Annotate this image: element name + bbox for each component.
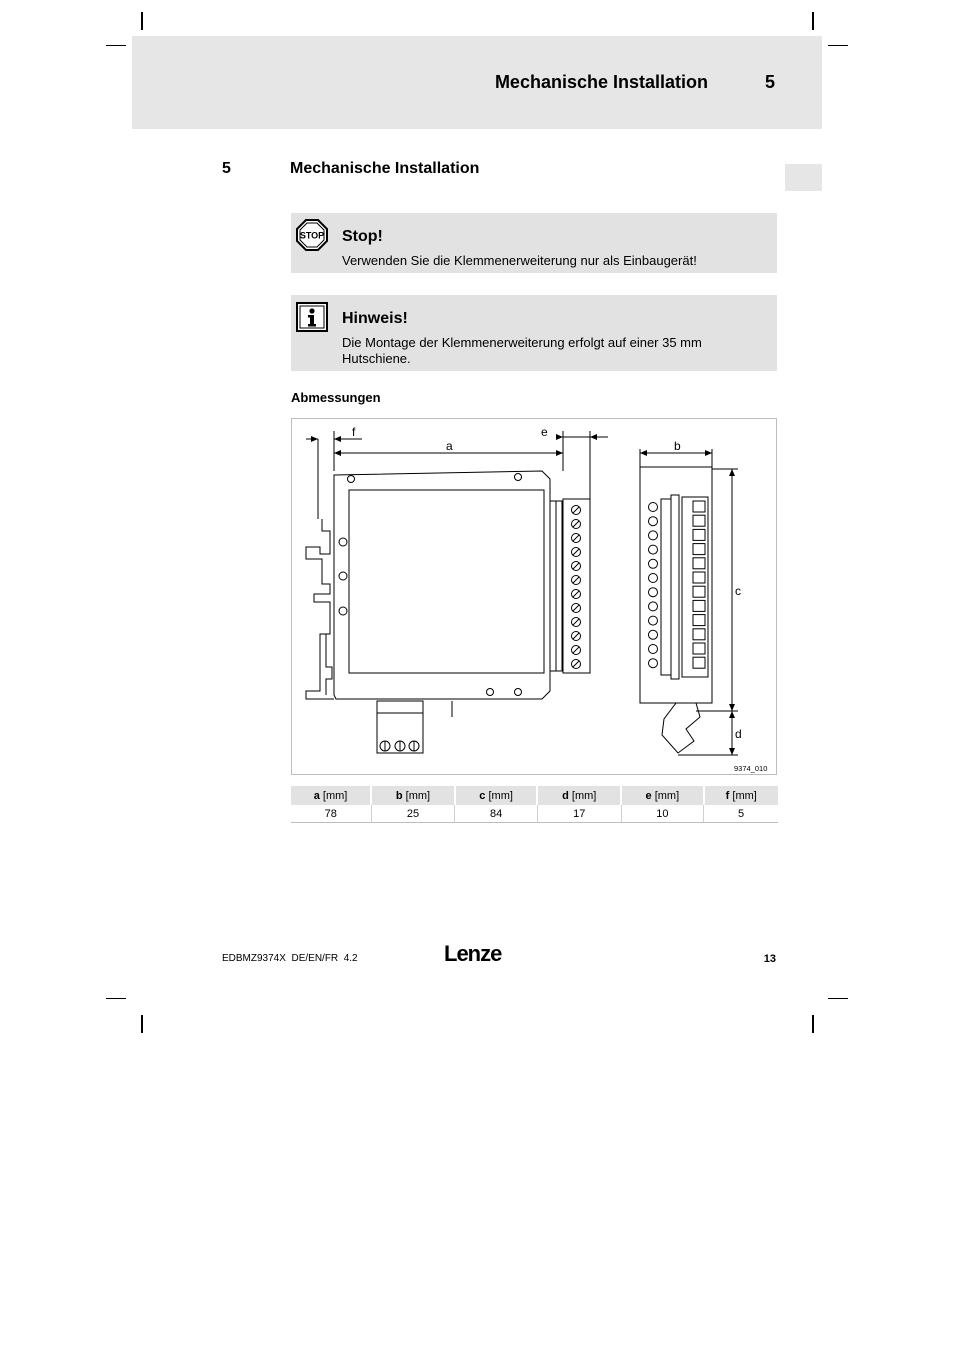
crop-mark <box>141 12 143 30</box>
section-title: Mechanische Installation <box>290 160 480 177</box>
dimension-label-b: b <box>674 439 681 453</box>
hint-note-title: Hinweis! <box>342 310 408 327</box>
header-chapter-number: 5 <box>764 72 775 92</box>
hint-note-text: Die Montage der Klemmenerweiterung erfolgt auf einer 35 mm Hutschiene. <box>342 335 702 366</box>
dimension-label-a: a <box>446 439 453 453</box>
lenze-logo: Lenze <box>444 941 502 966</box>
table-header-cell: e [mm] <box>621 786 703 805</box>
dimension-label-e: e <box>541 425 548 439</box>
stop-note <box>291 213 777 273</box>
info-icon <box>296 302 328 337</box>
stop-note-text: Verwenden Sie die Klemmenerweiterung nur als Einbaugerät! <box>342 253 697 268</box>
header-title: Mechanische Installation <box>494 72 708 92</box>
table-cell: 84 <box>455 805 537 823</box>
table-header-cell: c [mm] <box>455 786 537 805</box>
section-number: 5 <box>222 160 231 177</box>
dimension-label-f: f <box>352 425 356 439</box>
dimension-label-c: c <box>735 584 741 598</box>
dimension-label-d: d <box>735 727 742 741</box>
crop-mark <box>141 1015 143 1033</box>
crop-mark <box>828 45 848 46</box>
table-header-cell: a [mm] <box>291 786 371 805</box>
crop-mark <box>106 45 126 46</box>
table-row <box>291 805 778 823</box>
table-header-cell: f [mm] <box>704 786 778 805</box>
dimensions-heading: Abmessungen <box>291 390 381 405</box>
table-cell: 10 <box>621 805 703 823</box>
crop-mark <box>812 12 814 30</box>
table-header-row <box>291 786 778 805</box>
page-number: 13 <box>763 953 776 965</box>
crop-mark <box>828 998 848 999</box>
crop-mark <box>812 1015 814 1033</box>
dimension-drawing <box>291 418 777 775</box>
table-cell: 78 <box>291 805 371 823</box>
stop-note-title: Stop! <box>342 228 383 245</box>
svg-text:STOP: STOP <box>299 230 325 241</box>
hint-note <box>291 295 777 371</box>
chapter-tab-marker <box>785 164 822 191</box>
table-header-cell: b [mm] <box>371 786 455 805</box>
figure-id: 9374_010 <box>734 764 768 773</box>
table-header-cell: d [mm] <box>537 786 621 805</box>
header-band <box>132 36 822 129</box>
crop-mark <box>106 998 126 999</box>
table-cell: 5 <box>704 805 778 823</box>
table-cell: 25 <box>371 805 455 823</box>
stop-sign-icon <box>296 219 328 256</box>
table-cell: 17 <box>537 805 621 823</box>
footer-document-id: EDBMZ9374X DE/EN/FR 4.2 <box>222 953 358 964</box>
dimensions-table <box>291 786 778 823</box>
